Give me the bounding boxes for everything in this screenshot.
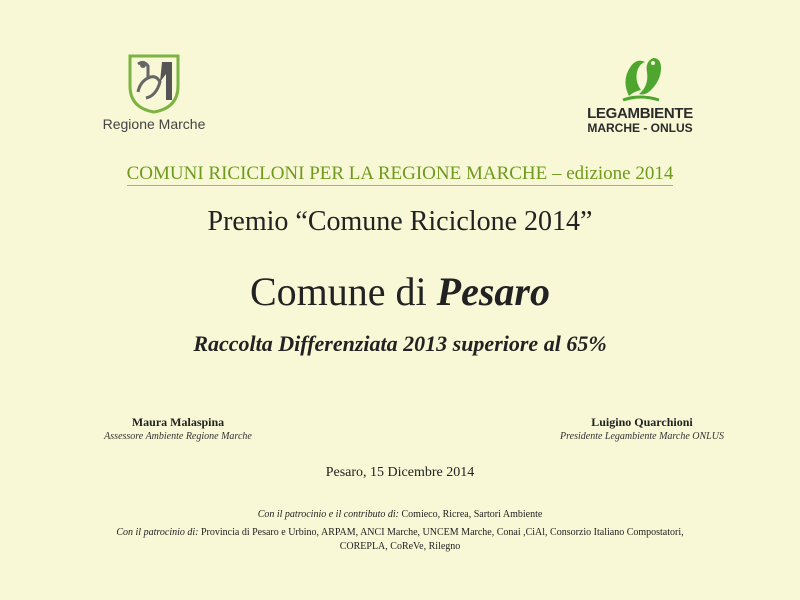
recipient [0,268,800,315]
signatory-name: Maura Malaspina [131,415,225,429]
edition-banner-text: COMUNI RICICLONI PER LA REGIONE MARCHE – edizione 2014 [126,163,674,184]
footer-sponsors: Comieco, Ricrea, Sartori Ambiente [399,509,543,520]
footer-label: Con il patrocinio di: [116,527,199,538]
footer-line-2 [0,526,800,540]
signatory-role: Presidente Legambiente Marche ONLUS [560,431,724,442]
award-motivation: Raccolta Differenziata 2013 superiore al 65% [193,331,607,356]
signatory-role: Assessore Ambiente Regione Marche [104,431,252,442]
legambiente-name: LEGAMBIENTE [587,105,693,122]
footer-line-1 [0,508,800,522]
recipient-city: Pesaro [436,269,550,314]
regione-marche-logo [88,52,220,132]
legambiente-logo [578,50,702,135]
signatory-name: Luigino Quarchioni [591,415,693,429]
footer-label: Con il patrocinio e il contributo di: [257,509,399,520]
signature-left [78,414,278,444]
regione-marche-emblem-icon [126,52,182,114]
place-and-date: Pesaro, 15 Dicembre 2014 [325,465,475,480]
recipient-prefix: Comune di [250,269,437,314]
signature-right [532,414,752,444]
legambiente-subtitle: MARCHE - ONLUS [587,121,693,135]
legambiente-swan-icon [615,50,665,104]
edition-banner [0,163,800,186]
regione-marche-caption: Regione Marche [102,116,206,132]
award-title: Premio “Comune Riciclone 2014” [207,206,593,237]
footer-patrons: Provincia di Pesaro e Urbino, ARPAM, ANCI Marche, UNCEM Marche, Conai ,CiAl, Consorzio Italiano Compostatori, [198,527,684,538]
footer-line-3: COREPLA, CoReVe, Rilegno [339,541,461,552]
